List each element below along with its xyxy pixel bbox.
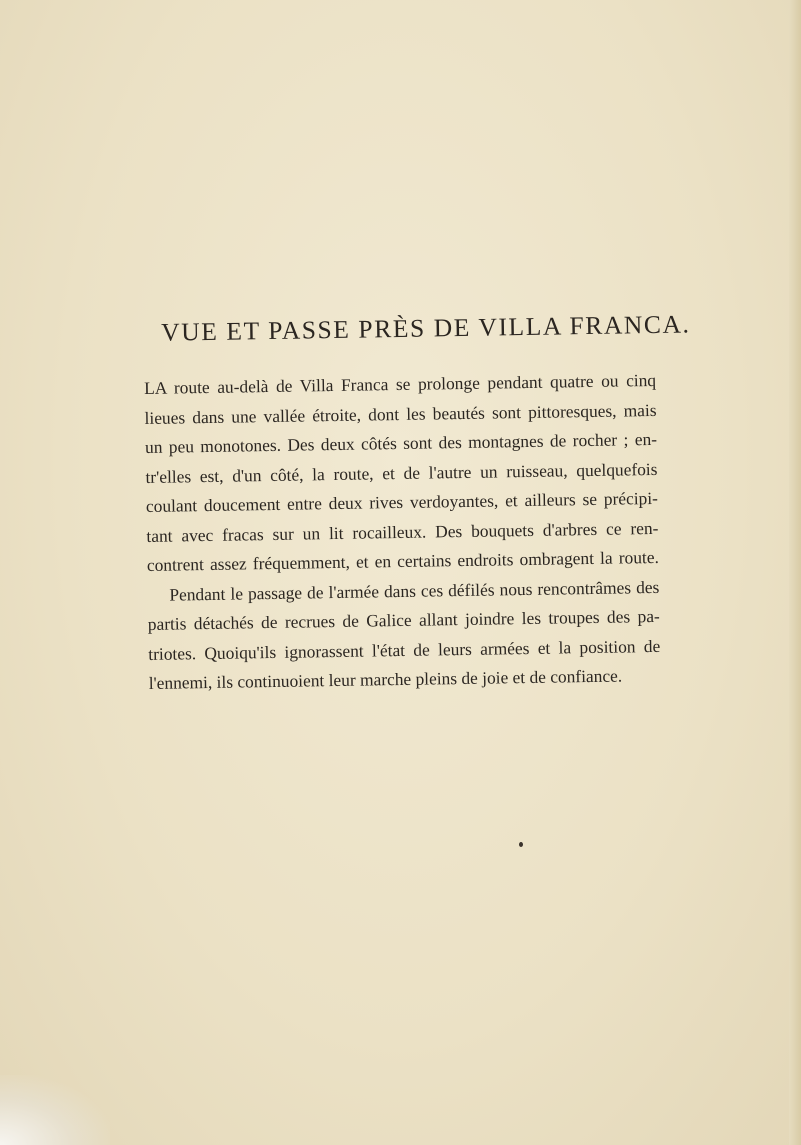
text-line: lieues dans une vallée étroite, dont les beautés sont pittoresques, mais xyxy=(144,399,657,428)
document-body xyxy=(143,309,691,698)
text-line: tant avec fracas sur un lit rocailleux. Des bouquets d'arbres ce ren- xyxy=(146,517,659,546)
text-line: triotes. Quoiqu'ils ignorassent l'état de leurs armées et la position de xyxy=(148,635,661,664)
ink-speck xyxy=(519,842,523,847)
text-line: Pendant le passage de l'armée dans ces défilés nous rencontrâmes des xyxy=(169,576,660,605)
paragraph-1 xyxy=(144,366,659,581)
text-line: un peu monotones. Des deux côtés sont des montagnes de rocher ; en- xyxy=(144,428,658,457)
page-edge xyxy=(789,0,801,1145)
page-title: VUE ET PASSE PRÈS DE VILLA FRANCA. xyxy=(160,309,691,347)
text-line: contrent assez fréquemment, et en certains endroits ombragent la route. xyxy=(146,546,659,575)
page-corner-glare xyxy=(0,1075,110,1145)
paragraph-2 xyxy=(147,572,661,698)
text-line: coulant doucement entre deux rives verdoyantes, et ailleurs se précipi- xyxy=(145,487,659,516)
text-line: LA route au-delà de Villa Franca se prolonge pendant quatre ou cinq xyxy=(143,369,657,398)
text-line: l'ennemi, ils continuoient leur marche pleins de joie et de confiance. xyxy=(148,665,623,693)
text-line: partis détachés de recrues de Galice allant joindre les troupes des pa- xyxy=(147,605,660,634)
text-line: tr'elles est, d'un côté, la route, et de l'autre un ruisseau, quelquefois xyxy=(145,458,658,487)
